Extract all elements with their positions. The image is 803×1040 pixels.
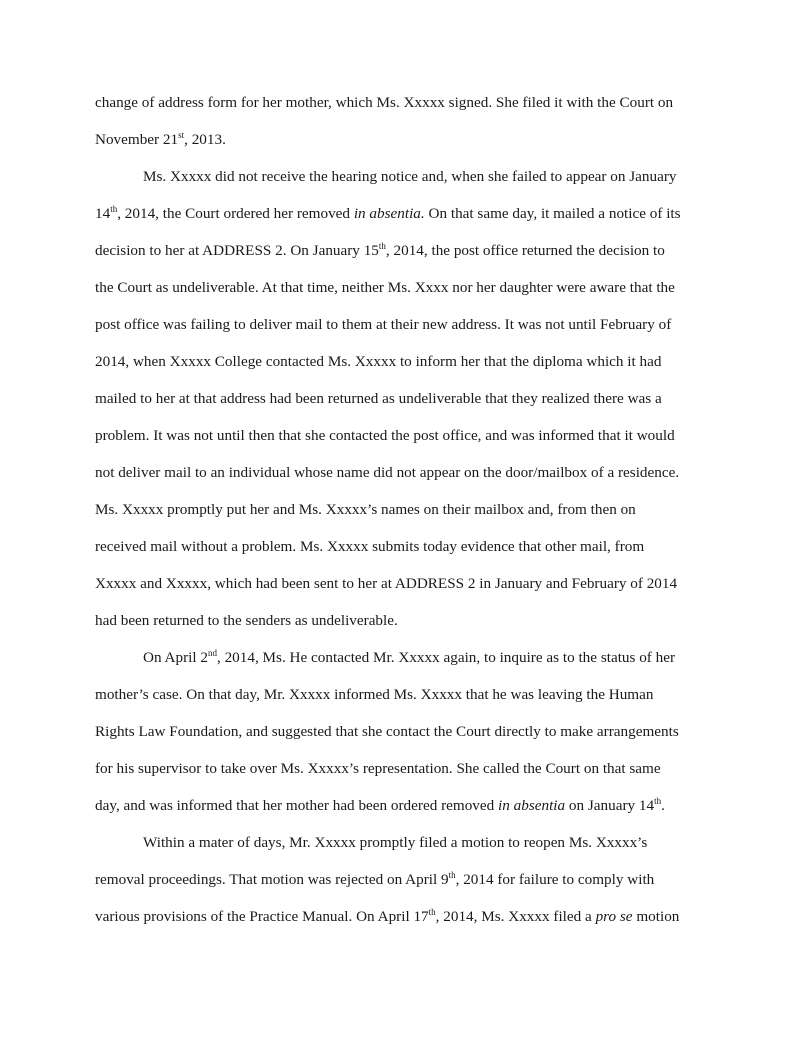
- text-line: problem. It was not until then that she contacted the post office, and was informed that it would: [95, 427, 675, 444]
- text-line: change of address form for her mother, which Ms. Xxxxx signed. She filed it with the Court on: [95, 94, 674, 111]
- text-line: Xxxxx and Xxxxx, which had been sent to her at ADDRESS 2 in January and February of 2014: [95, 575, 678, 592]
- text-line: removal proceedings. That motion was rejected on April 9th, 2014 for failure to comply with: [95, 870, 655, 888]
- text-line: post office was failing to deliver mail to them at their new address. It was not until February of: [95, 316, 672, 333]
- text-line: mother’s case. On that day, Mr. Xxxxx informed Ms. Xxxxx that he was leaving the Human: [95, 686, 654, 703]
- text-line: 2014, when Xxxxx College contacted Ms. Xxxxx to inform her that the diploma which it had: [95, 353, 662, 370]
- text-line: Rights Law Foundation, and suggested that she contact the Court directly to make arrangements: [95, 723, 679, 740]
- text-line: various provisions of the Practice Manual. On April 17th, 2014, Ms. Xxxxx filed a pro se motion: [95, 907, 680, 925]
- paragraph-start: Within a mater of days, Mr. Xxxxx promptly filed a motion to reopen Ms. Xxxxx’s: [143, 834, 648, 851]
- paragraph-start: Ms. Xxxxx did not receive the hearing notice and, when she failed to appear on January: [143, 168, 677, 185]
- text-line: mailed to her at that address had been returned as undeliverable that they realized there was a: [95, 390, 662, 407]
- text-line: for his supervisor to take over Ms. Xxxxx’s representation. She called the Court on that same: [95, 760, 661, 777]
- text-line: not deliver mail to an individual whose name did not appear on the door/mailbox of a residence.: [95, 464, 680, 481]
- text-line: received mail without a problem. Ms. Xxxxx submits today evidence that other mail, from: [95, 538, 645, 555]
- text-line: 14th, 2014, the Court ordered her removed in absentia. On that same day, it mailed a notice of its: [95, 204, 681, 222]
- text-line: had been returned to the senders as undeliverable.: [95, 612, 398, 629]
- paragraph-start: On April 2nd, 2014, Ms. He contacted Mr. Xxxxx again, to inquire as to the status of her: [143, 648, 676, 666]
- text-line: day, and was informed that her mother had been ordered removed in absentia on January 14th.: [95, 796, 665, 814]
- text-line: decision to her at ADDRESS 2. On January 15th, 2014, the post office returned the decision to: [95, 241, 665, 259]
- text-line: Ms. Xxxxx promptly put her and Ms. Xxxxx’s names on their mailbox and, from then on: [95, 501, 636, 518]
- text-line: November 21st, 2013.: [95, 130, 226, 148]
- text-line: the Court as undeliverable. At that time, neither Ms. Xxxx nor her daughter were aware that the: [95, 279, 675, 296]
